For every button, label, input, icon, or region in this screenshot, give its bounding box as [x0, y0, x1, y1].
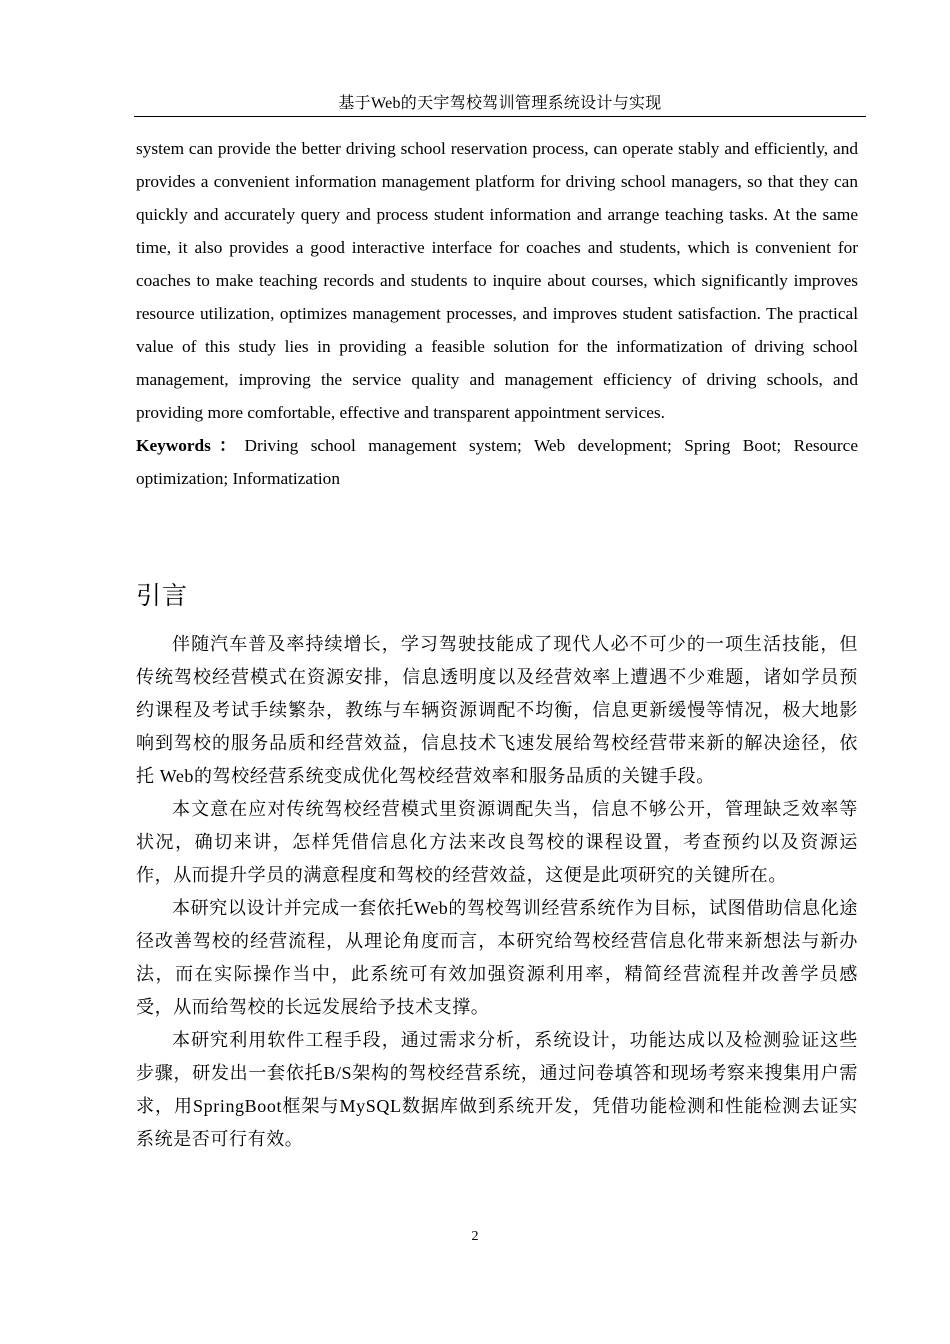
running-header: 基于Web的天宇驾校驾训管理系统设计与实现 [338, 95, 662, 112]
intro-paragraph: 本研究以设计并完成一套依托Web的驾校驾训经营系统作为目标，试图借助信息化途径改善驾校的经营流程，从理论角度而言，本研究给驾校经营信息化带来新想法与新办法，而在实际操作当中，此系统可有效加强资源利用率，精简经营流程并改善学员感受，从而给驾校的长远发展给予技术支撑。 [136, 898, 858, 1017]
section-title-introduction: 引言 [136, 581, 189, 610]
keywords-label: Keywords： [136, 436, 245, 455]
intro-paragraph: 本研究利用软件工程手段，通过需求分析，系统设计，功能达成以及检测验证这些步骤，研发出一套依托B/S架构的驾校经营系统，通过问卷填答和现场考察来搜集用户需求，用SpringBoot框架与MySQL数据库做到系统开发，凭借功能检测和性能检测去证实系统是否可行有效。 [136, 1030, 858, 1149]
intro-paragraph: 伴随汽车普及率持续增长，学习驾驶技能成了现代人必不可少的一项生活技能，但传统驾校经营模式在资源安排，信息透明度以及经营效率上遭遇不少难题，诸如学员预约课程及考试手续繁杂，教练与车辆资源调配不均衡，信息更新缓慢等情况，极大地影响到驾校的服务品质和经营效益，信息技术飞速发展给驾校经营带来新的解决途径，依托 Web的驾校经营系统变成优化驾校经营效率和服务品质的关键手段。 [136, 634, 858, 786]
abstract-paragraph: system can provide the better driving school reservation process, can operate stably and efficiently, and provides a convenient information management platform for driving school managers, so that they can quickly and accurately query and process student information and arrange teaching tasks. At the same time, it also provides a good interactive interface for coaches and students, which is convenient for coaches to make teaching records and students to inquire about courses, which significantly improves resource utilization, optimizes management processes, and improves student satisfaction. The practical value of this study lies in providing a feasible solution for the informatization of driving school management, improving the service quality and management efficiency of driving schools, and providing more comfortable, effective and transparent appointment services. [136, 139, 858, 422]
intro-paragraph: 本文意在应对传统驾校经营模式里资源调配失当，信息不够公开，管理缺乏效率等状况，确切来讲，怎样凭借信息化方法来改良驾校的课程设置，考查预约以及资源运作，从而提升学员的满意程度和驾校的经营效益，这便是此项研究的关键所在。 [136, 799, 858, 885]
keywords-line [136, 429, 858, 495]
page-number: 2 [471, 1229, 479, 1244]
introduction-section [136, 628, 858, 1156]
keywords-text: Driving school management system; Web development; Spring Boot; Resource optimization; Informatization [136, 436, 858, 488]
abstract-section [136, 132, 858, 495]
header-rule [134, 116, 866, 117]
